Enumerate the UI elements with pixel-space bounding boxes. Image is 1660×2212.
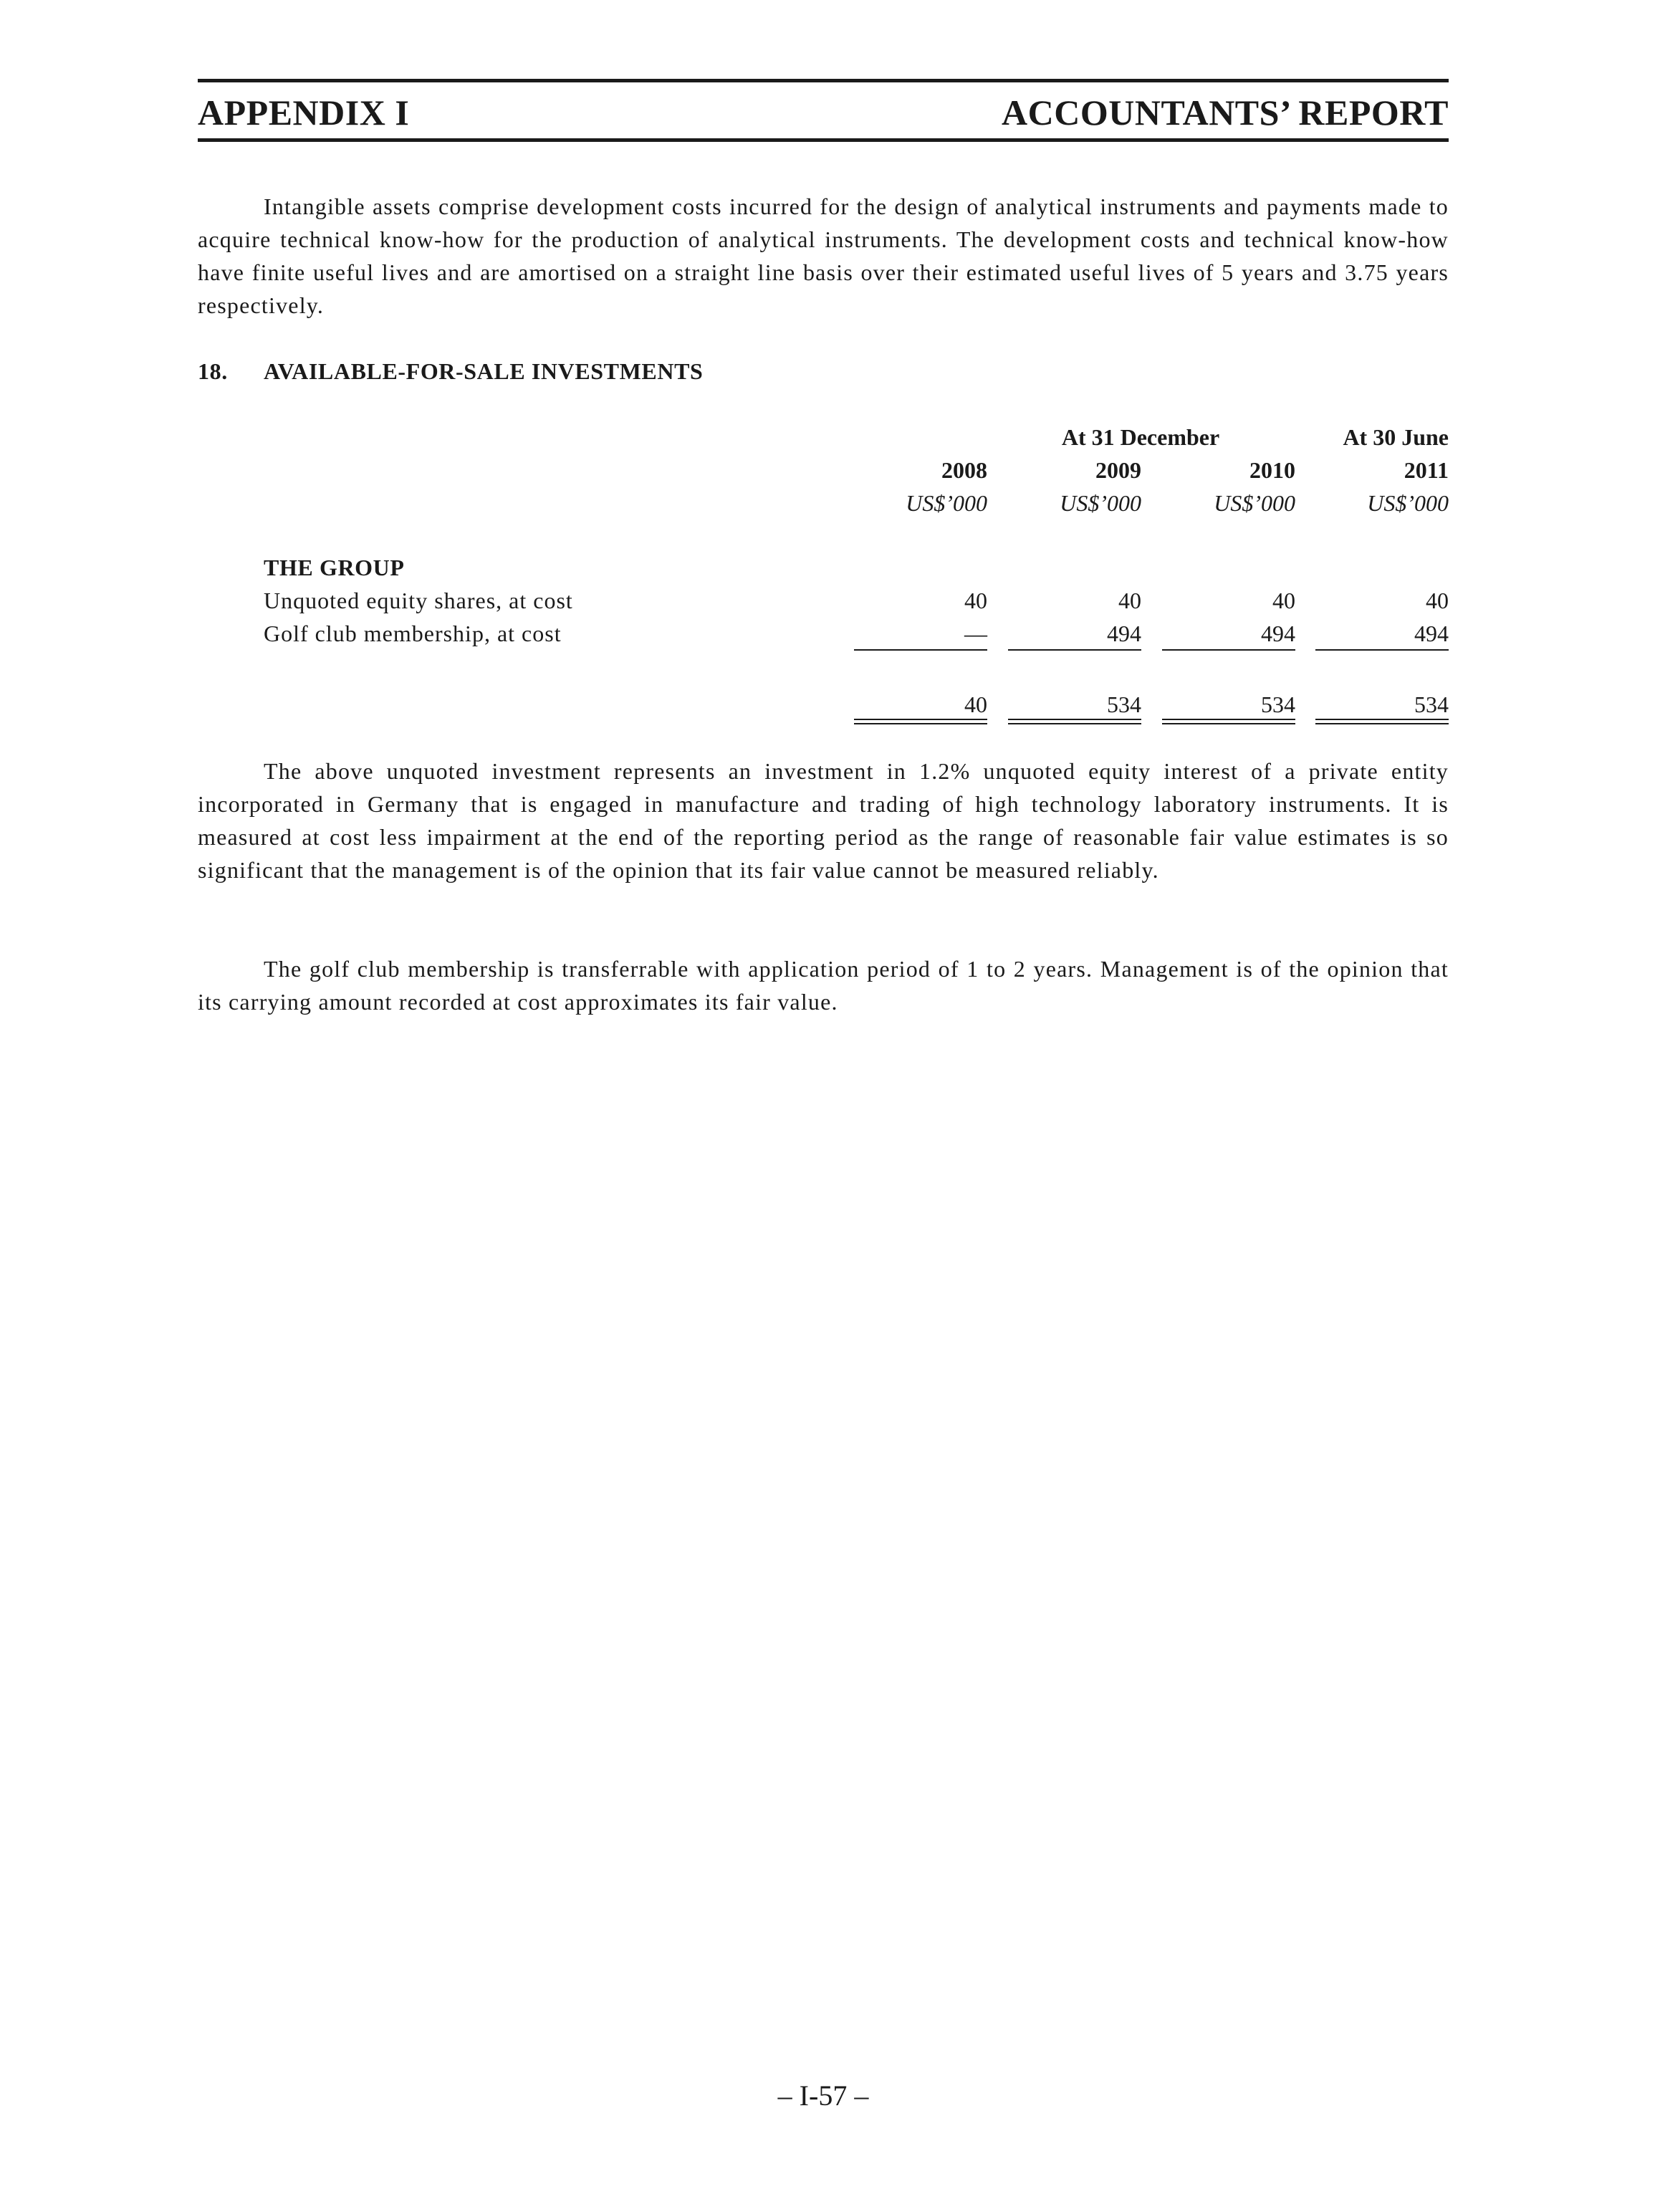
total-double-rule — [1162, 719, 1295, 720]
year-2011: 2011 — [1404, 457, 1449, 483]
total-cell: 40 — [964, 691, 987, 717]
year-2010: 2010 — [1249, 457, 1295, 483]
investments-table — [198, 0, 1449, 2212]
section-title: AVAILABLE-FOR-SALE INVESTMENTS — [264, 358, 704, 384]
total-cell: 534 — [1414, 691, 1449, 717]
page-number: – I-57 – — [777, 2079, 869, 2112]
year-2009: 2009 — [1095, 457, 1141, 483]
table-cell: 40 — [1272, 588, 1295, 613]
document-page — [198, 0, 1449, 2212]
table-cell: 494 — [1261, 621, 1295, 646]
total-double-rule — [1162, 723, 1295, 724]
subtotal-rule — [1162, 649, 1295, 651]
intangible-assets-paragraph: Intangible assets comprise development costs incurred for the design of analytical instruments and payments made to acquire technical know-how for the production of analytical instruments. The development costs and technical know-how have finite useful lives and are amortised on a straight line basis over their estimated useful lives of 5 years and 3.75 years respectively. — [198, 193, 1449, 318]
table-cell: 40 — [1118, 588, 1141, 613]
total-double-rule — [1008, 723, 1141, 724]
header-at-30-june: At 30 June — [1343, 424, 1449, 450]
unit-2011: US$’000 — [1367, 490, 1449, 516]
header-at-31-december: At 31 December — [1061, 424, 1220, 450]
header-appendix: APPENDIX I — [198, 92, 410, 133]
total-double-rule — [1315, 719, 1449, 720]
golf-membership-paragraph: The golf club membership is transferrable with application period of 1 to 2 years. Management is of the opinion that its carrying amount recorded at cost approximates its fair value. — [198, 956, 1449, 1015]
total-cell: 534 — [1261, 691, 1295, 717]
year-2008: 2008 — [941, 457, 987, 483]
total-double-rule — [854, 723, 987, 724]
subtotal-rule — [854, 649, 987, 651]
group-title: THE GROUP — [264, 555, 405, 580]
table-cell: 40 — [964, 588, 987, 613]
total-cell: 534 — [1107, 691, 1141, 717]
unit-2009: US$’000 — [1060, 490, 1141, 516]
unit-2008: US$’000 — [906, 490, 987, 516]
total-double-rule — [854, 719, 987, 720]
table-row-label: Unquoted equity shares, at cost — [264, 588, 573, 613]
table-cell: 494 — [1107, 621, 1141, 646]
table-row-label: Golf club membership, at cost — [264, 621, 562, 646]
header-report-title: ACCOUNTANTS’ REPORT — [1002, 92, 1449, 133]
unit-2010: US$’000 — [1214, 490, 1295, 516]
table-cell: 494 — [1414, 621, 1449, 646]
table-cell: 40 — [1426, 588, 1449, 613]
total-double-rule — [1315, 723, 1449, 724]
table-cell: — — [964, 621, 987, 646]
subtotal-rule — [1315, 649, 1449, 651]
total-double-rule — [1008, 719, 1141, 720]
unquoted-investment-paragraph: The above unquoted investment represents an investment in 1.2% unquoted equity interest of a private entity incorporated in Germany that is engaged in manufacture and trading of high technology laboratory instruments. It is measured at cost less impairment at the end of the reporting period as the range of reasonable fair value estimates is so significant that the management is of the opinion that its fair value cannot be measured reliably. — [198, 758, 1449, 883]
subtotal-rule — [1008, 649, 1141, 651]
section-number: 18. — [198, 358, 228, 384]
